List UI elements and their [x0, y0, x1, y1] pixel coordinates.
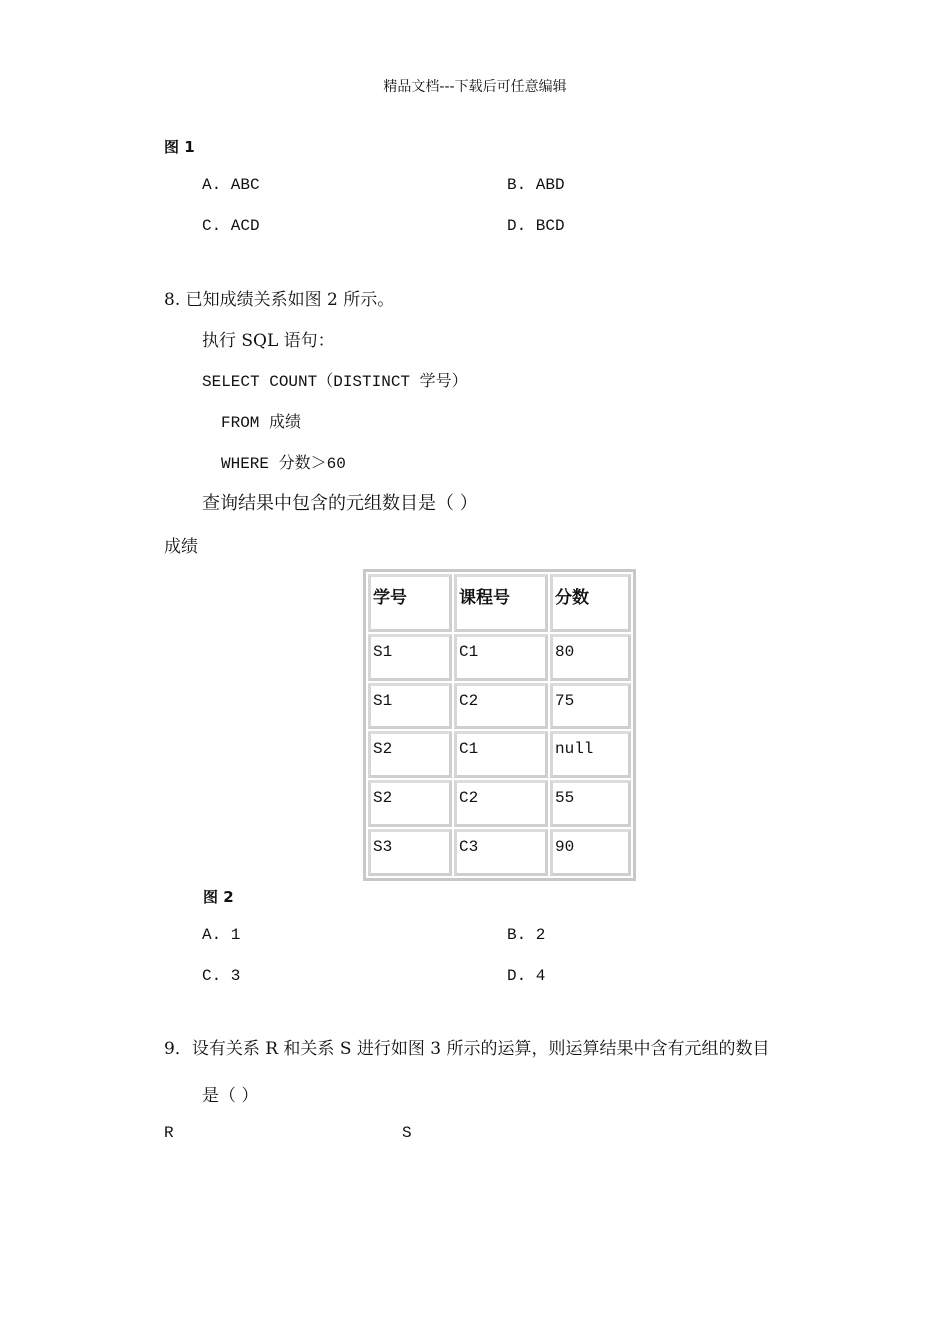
table-cell: S2: [368, 731, 452, 778]
figure-2-caption: 图 2: [203, 888, 234, 906]
q8-stem: 8. 已知成绩关系如图 2 所示。: [164, 290, 395, 310]
q8-sql-from: FROM 成绩: [221, 414, 302, 432]
table-cell: 80: [550, 634, 631, 681]
table-cell: null: [550, 731, 631, 778]
q8-option-d: D. 4: [507, 967, 546, 985]
q8-sql-select: SELECT COUNT（DISTINCT 学号）: [202, 373, 468, 391]
table-row: [368, 683, 631, 730]
q8-sql-intro: 执行 SQL 语句：: [202, 331, 335, 351]
page-header: 精品文档---下载后可任意编辑: [383, 79, 567, 95]
table-cell: S1: [368, 683, 452, 730]
header-cell: 课程号: [454, 574, 548, 632]
table-cell: S2: [368, 780, 452, 827]
q7-option-d: D. BCD: [507, 217, 565, 235]
table-row: [368, 829, 631, 876]
q7-option-c: C. ACD: [202, 217, 260, 235]
relation-s-label: S: [402, 1124, 412, 1142]
table-row: [368, 634, 631, 681]
q8-question: 查询结果中包含的元组数目是（ ）: [202, 493, 478, 514]
table-cell: C3: [454, 829, 548, 876]
q9-stem: 9．设有关系 R 和关系 S 进行如图 3 所示的运算，则运算结果中含有元组的数目: [164, 1039, 770, 1059]
q8-option-b: B. 2: [507, 926, 546, 944]
figure-1-caption: 图 1: [164, 138, 195, 156]
table-row: [368, 780, 631, 827]
q8-option-a: A. 1: [202, 926, 241, 944]
table-row: [368, 731, 631, 778]
q7-option-a: A. ABC: [202, 176, 260, 194]
header-cell: 学号: [368, 574, 452, 632]
table-cell: C1: [454, 731, 548, 778]
table-cell: 55: [550, 780, 631, 827]
grade-table: [363, 569, 636, 881]
q9-stem-continued: 是（ ）: [202, 1086, 259, 1106]
relation-r-label: R: [164, 1124, 174, 1142]
table-cell: 90: [550, 829, 631, 876]
q7-option-b: B. ABD: [507, 176, 565, 194]
q8-option-c: C. 3: [202, 967, 241, 985]
header-cell: 分数: [550, 574, 631, 632]
q8-sql-where: WHERE 分数＞60: [221, 455, 346, 473]
table-cell: 75: [550, 683, 631, 730]
table-cell: C1: [454, 634, 548, 681]
table-title: 成绩: [164, 537, 198, 557]
table-cell: S1: [368, 634, 452, 681]
table-header-row: [368, 574, 631, 632]
table-cell: C2: [454, 780, 548, 827]
table-cell: C2: [454, 683, 548, 730]
table-cell: S3: [368, 829, 452, 876]
